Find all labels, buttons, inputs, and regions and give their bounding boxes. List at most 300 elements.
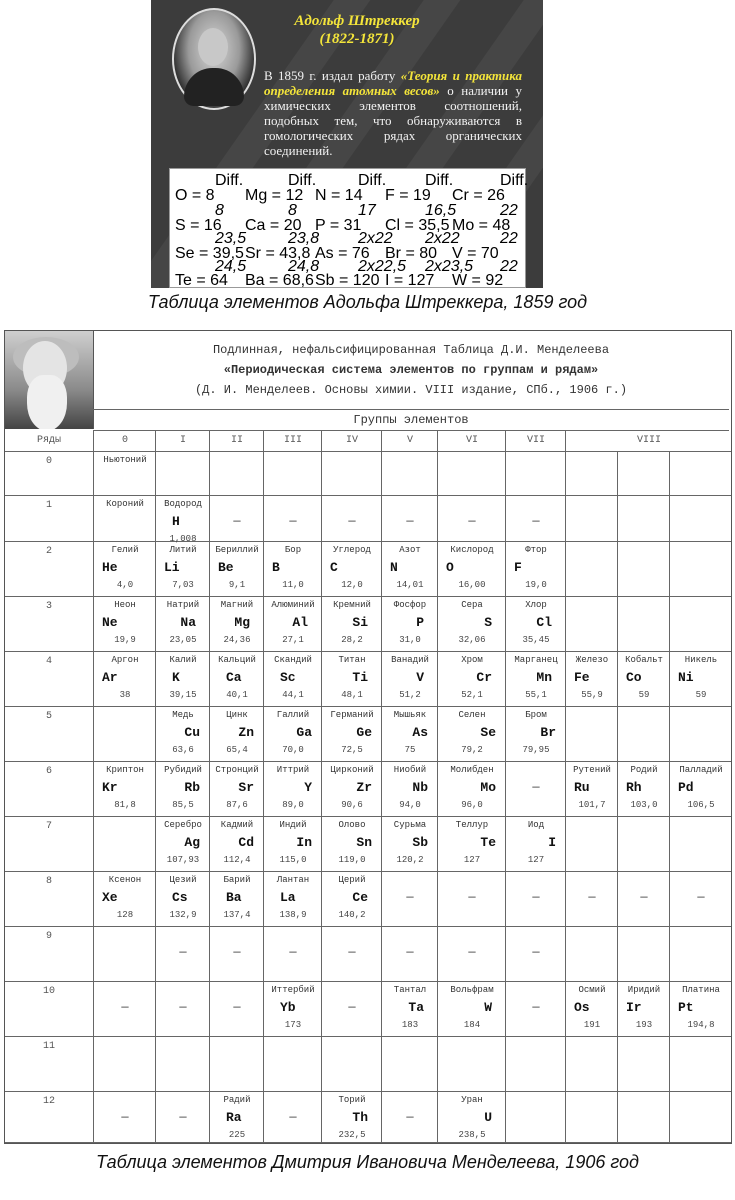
table-row — [5, 872, 731, 927]
streckker-cell: V = 70 — [452, 245, 499, 262]
row-number: 0 — [45, 456, 52, 467]
table-cell — [263, 817, 322, 871]
element-name: Сера — [461, 600, 483, 610]
element-name: Аргон — [111, 655, 139, 665]
table-cell — [209, 817, 264, 871]
table-cell — [321, 872, 382, 926]
table-cell — [505, 707, 566, 761]
element-symbol: Nb — [412, 780, 428, 795]
atomic-weight: 55,9 — [581, 690, 603, 700]
element-name: Литий — [169, 545, 197, 555]
table-cell — [93, 762, 156, 816]
element-name: Палладий — [679, 765, 723, 775]
element-symbol: O — [446, 560, 454, 575]
table-cell — [565, 542, 618, 596]
atomic-weight: 112,4 — [223, 855, 251, 865]
element-name: Олово — [338, 820, 366, 830]
streckker-diff: 24,8 — [288, 258, 320, 275]
table-cell — [437, 1092, 506, 1142]
element-name: Азот — [399, 545, 421, 555]
element-symbol: Pd — [678, 780, 694, 795]
element-name: Иттербий — [271, 985, 315, 995]
atomic-weight: 75 — [404, 745, 416, 755]
row-number: 12 — [42, 1096, 55, 1107]
mendeleev-table — [4, 330, 732, 1144]
atomic-weight: 11,0 — [282, 580, 304, 590]
atomic-weight: 4,0 — [116, 580, 134, 590]
empty-dash: — — [233, 945, 241, 959]
atomic-weight: 138,9 — [279, 910, 307, 920]
table-cell — [437, 707, 506, 761]
mendeleev-portrait — [5, 331, 94, 429]
table-cell — [93, 927, 156, 981]
element-symbol: Os — [574, 1000, 590, 1015]
table-cell — [93, 872, 156, 926]
table-cell — [209, 597, 264, 651]
table-cell — [505, 542, 566, 596]
table-cell — [381, 707, 438, 761]
atomic-weight: 59 — [638, 690, 650, 700]
group-header-0: 0 — [93, 431, 156, 451]
atomic-weight: 63,6 — [172, 745, 194, 755]
atomic-weight: 106,5 — [687, 800, 715, 810]
element-symbol: Ce — [352, 890, 368, 905]
element-name: Иридий — [627, 985, 661, 995]
element-name: Родий — [630, 765, 658, 775]
table-cell — [93, 597, 156, 651]
element-name: Железо — [575, 655, 609, 665]
element-name: Цинк — [226, 710, 248, 720]
atomic-weight: 12,0 — [341, 580, 363, 590]
empty-dash: — — [640, 890, 648, 904]
element-symbol: Ru — [574, 780, 590, 795]
table-cell — [381, 1092, 438, 1142]
table-cell — [617, 817, 670, 871]
atomic-weight: 184 — [463, 1020, 481, 1030]
group-header-VII: VII — [505, 431, 566, 451]
empty-dash: — — [289, 945, 297, 959]
atomic-weight: 40,1 — [226, 690, 248, 700]
element-name: Иттрий — [276, 765, 310, 775]
table-cell — [209, 982, 264, 1036]
caption-mendeleev: Таблица элементов Дмитрия Ивановича Менделеева, 1906 год — [95, 1152, 639, 1172]
element-symbol: K — [172, 670, 180, 685]
streckker-cell: Mo = 48 — [452, 217, 511, 234]
element-symbol: Ca — [226, 670, 242, 685]
table-cell — [669, 1037, 732, 1091]
table-cell — [263, 597, 322, 651]
column-headers — [5, 431, 731, 452]
rows-header: Ряды — [36, 435, 61, 446]
empty-dash: — — [532, 890, 540, 904]
table-cell — [617, 872, 670, 926]
atomic-weight: 38 — [119, 690, 131, 700]
empty-dash: — — [532, 1000, 540, 1014]
group-header-V: V — [381, 431, 438, 451]
atomic-weight: 194,8 — [687, 1020, 715, 1030]
element-name: Вольфрам — [450, 985, 494, 995]
element-name: Скандий — [274, 655, 312, 665]
table-cell — [565, 762, 618, 816]
empty-dash: — — [468, 890, 476, 904]
table-cell — [155, 872, 210, 926]
element-symbol: Ti — [352, 670, 368, 685]
streckker-cell: F = 19 — [385, 187, 431, 204]
streckker-diff: 23,8 — [288, 230, 320, 247]
element-symbol: La — [280, 890, 296, 905]
element-symbol: Sn — [356, 835, 372, 850]
table-cell — [505, 452, 566, 495]
streckker-description: В 1859 г. издал работу «Теория и практика определения атомных весов» о наличии у химических элементов соотношений, подобных тем, что обнаруживаются в гомологических рядах органических соединений. — [264, 68, 522, 158]
table-row — [5, 982, 731, 1037]
table-cell — [381, 817, 438, 871]
element-symbol: Cd — [238, 835, 254, 850]
table-cell — [617, 542, 670, 596]
element-symbol: V — [416, 670, 424, 685]
table-cell — [505, 872, 566, 926]
empty-dash: — — [406, 514, 414, 528]
atomic-weight: 19,9 — [114, 635, 136, 645]
element-symbol: Ra — [226, 1110, 242, 1125]
table-cell — [669, 597, 732, 651]
atomic-weight: 127 — [463, 855, 481, 865]
element-symbol: Ba — [226, 890, 242, 905]
table-cell — [381, 762, 438, 816]
element-symbol: Co — [626, 670, 642, 685]
element-symbol: U — [484, 1110, 492, 1125]
table-cell — [381, 597, 438, 651]
table-cell — [93, 817, 156, 871]
atomic-weight: 72,5 — [341, 745, 363, 755]
atomic-weight: 23,05 — [169, 635, 197, 645]
element-name: Кремний — [333, 600, 371, 610]
row-number: 4 — [45, 656, 52, 667]
element-name: Кислород — [450, 545, 494, 555]
element-symbol: Se — [480, 725, 496, 740]
atomic-weight: 193 — [635, 1020, 653, 1030]
row-number: 2 — [45, 546, 52, 557]
element-name: Уран — [461, 1095, 483, 1105]
empty-dash: — — [348, 945, 356, 959]
element-symbol: As — [412, 725, 428, 740]
empty-dash: — — [179, 945, 187, 959]
element-name: Ванадий — [391, 655, 429, 665]
empty-dash: — — [289, 1110, 297, 1124]
atomic-weight: 48,1 — [341, 690, 363, 700]
empty-dash: — — [532, 945, 540, 959]
element-symbol: Th — [352, 1110, 368, 1125]
table-cell — [155, 496, 210, 544]
atomic-weight: 24,36 — [223, 635, 251, 645]
empty-dash: — — [406, 945, 414, 959]
table-cell — [669, 817, 732, 871]
table-row — [5, 927, 731, 982]
table-cell — [669, 452, 732, 495]
atomic-weight: 85,5 — [172, 800, 194, 810]
element-symbol: Sc — [280, 670, 296, 685]
table-cell — [565, 597, 618, 651]
table-cell — [565, 496, 618, 541]
element-symbol: Ir — [626, 1000, 642, 1015]
table-cell — [155, 1092, 210, 1142]
empty-dash: — — [289, 514, 297, 528]
element-name: Селен — [458, 710, 486, 720]
group-header-III: III — [263, 431, 322, 451]
table-cell — [155, 762, 210, 816]
element-symbol: Ar — [102, 670, 118, 685]
element-symbol: Yb — [280, 1000, 296, 1015]
diff-header: Diff. — [358, 172, 387, 189]
atomic-weight: 101,7 — [578, 800, 606, 810]
streckker-diff: 24,5 — [215, 258, 247, 275]
table-cell — [505, 652, 566, 706]
element-name: Кадмий — [220, 820, 254, 830]
table-cell — [437, 872, 506, 926]
element-name: Бериллий — [215, 545, 259, 555]
table-cell — [381, 496, 438, 541]
element-name: Алюминий — [271, 600, 315, 610]
row-number: 3 — [45, 601, 52, 612]
element-name: Магний — [220, 600, 254, 610]
table-cell — [565, 652, 618, 706]
table-cell — [209, 542, 264, 596]
streckker-diff: 2x23,5 — [425, 258, 474, 275]
table-cell — [155, 817, 210, 871]
atomic-weight: 119,0 — [338, 855, 366, 865]
table-cell — [669, 872, 732, 926]
row-number: 9 — [45, 931, 52, 942]
element-symbol: N — [390, 560, 398, 575]
element-name: Кобальт — [625, 655, 663, 665]
streckker-cell: Cl = 35,5 — [385, 217, 450, 234]
empty-dash: — — [348, 514, 356, 528]
atomic-weight: 7,03 — [172, 580, 194, 590]
element-symbol: Sb — [412, 835, 428, 850]
empty-dash: — — [233, 1000, 241, 1014]
element-symbol: In — [296, 835, 312, 850]
element-symbol: Mg — [234, 615, 250, 630]
streckker-portrait — [172, 8, 256, 110]
empty-dash: — — [233, 514, 241, 528]
empty-dash: — — [588, 890, 596, 904]
table-cell — [321, 1037, 382, 1091]
element-symbol: B — [272, 560, 280, 575]
atomic-weight: 52,1 — [461, 690, 483, 700]
empty-dash: — — [406, 1110, 414, 1124]
table-cell — [505, 762, 566, 816]
table-cell — [381, 452, 438, 495]
element-name: Ксенон — [108, 875, 142, 885]
atomic-weight: 127 — [527, 855, 545, 865]
streckker-cell: Sr = 43,8 — [245, 245, 311, 262]
table-cell — [565, 872, 618, 926]
atomic-weight: 140,2 — [338, 910, 366, 920]
element-name: Водород — [164, 499, 202, 509]
table-cell — [321, 496, 382, 541]
element-symbol: Cu — [184, 725, 200, 740]
atomic-weight: 89,0 — [282, 800, 304, 810]
atomic-weight: 128 — [116, 910, 134, 920]
table-cell — [617, 452, 670, 495]
atomic-weight: 191 — [583, 1020, 601, 1030]
table-cell — [381, 542, 438, 596]
table-cell — [93, 982, 156, 1036]
element-symbol: H — [172, 514, 180, 529]
element-symbol: Ag — [184, 835, 200, 850]
streckker-cell: O = 8 — [175, 187, 215, 204]
element-name: Хром — [461, 655, 483, 665]
element-symbol: Br — [540, 725, 556, 740]
table-cell — [209, 762, 264, 816]
table-cell — [209, 1092, 264, 1142]
table-cell — [209, 1037, 264, 1091]
atomic-weight: 35,45 — [522, 635, 550, 645]
atomic-weight: 120,2 — [396, 855, 424, 865]
table-row — [5, 762, 731, 817]
atomic-weight: 59 — [695, 690, 707, 700]
groups-label: Группы элементов — [93, 409, 729, 431]
streckker-diff: 22 — [500, 230, 518, 247]
streckker-table — [169, 168, 529, 288]
row-number: 7 — [45, 821, 52, 832]
streckker-cell: I = 127 — [385, 272, 435, 288]
element-name: Осмий — [578, 985, 606, 995]
empty-dash: — — [468, 514, 476, 528]
element-symbol: Cr — [476, 670, 492, 685]
table-cell — [209, 652, 264, 706]
streckker-diff: 2x22 — [425, 230, 460, 247]
table-row — [5, 817, 731, 872]
atomic-weight: 19,0 — [525, 580, 547, 590]
table-cell — [321, 707, 382, 761]
atomic-weight: 96,0 — [461, 800, 483, 810]
table-row — [5, 1037, 731, 1092]
streckker-diff: 2x22,5 — [358, 258, 407, 275]
table-cell — [669, 982, 732, 1036]
table-cell — [617, 1037, 670, 1091]
table-cell — [263, 542, 322, 596]
table-cell — [155, 652, 210, 706]
streckker-diff: 2x22 — [358, 230, 393, 247]
table-cell — [93, 542, 156, 596]
atomic-weight: 238,5 — [458, 1130, 486, 1140]
atomic-weight: 39,15 — [169, 690, 197, 700]
table-row — [5, 707, 731, 762]
element-name: Короний — [106, 499, 144, 509]
element-symbol: Pt — [678, 1000, 694, 1015]
mendeleev-header-1: Подлинная, нефальсифицированная Таблица Д.И. Менделеева — [212, 343, 610, 357]
atomic-weight: 44,1 — [282, 690, 304, 700]
table-cell — [505, 1092, 566, 1142]
table-cell — [565, 982, 618, 1036]
element-symbol: Xe — [102, 890, 118, 905]
element-symbol: Ge — [356, 725, 372, 740]
table-cell — [155, 542, 210, 596]
atomic-weight: 225 — [228, 1130, 246, 1140]
row-number: 1 — [45, 500, 52, 511]
table-cell — [565, 927, 618, 981]
element-symbol: F — [514, 560, 522, 575]
empty-dash: — — [697, 890, 705, 904]
streckker-cell: Cr = 26 — [452, 187, 505, 204]
element-symbol: P — [416, 615, 424, 630]
table-cell — [321, 542, 382, 596]
table-cell — [565, 452, 618, 495]
element-name: Серебро — [164, 820, 202, 830]
streckker-cell: N = 14 — [315, 187, 363, 204]
group-header-IV: IV — [321, 431, 382, 451]
element-symbol: W — [484, 1000, 492, 1015]
table-cell — [381, 927, 438, 981]
group-header-I: I — [155, 431, 210, 451]
element-name: Церий — [338, 875, 366, 885]
group-header-II: II — [209, 431, 264, 451]
table-cell — [617, 597, 670, 651]
table-cell — [93, 652, 156, 706]
element-symbol: Zr — [356, 780, 372, 795]
table-cell — [93, 1092, 156, 1142]
element-name: Медь — [172, 710, 194, 720]
streckker-cell: Se = 39,5 — [175, 245, 244, 262]
atomic-weight: 1,008 — [169, 534, 197, 544]
element-name: Радий — [223, 1095, 251, 1105]
table-cell — [565, 1037, 618, 1091]
table-cell — [321, 652, 382, 706]
empty-dash: — — [121, 1000, 129, 1014]
element-symbol: Cs — [172, 890, 188, 905]
streckker-diff: 22 — [500, 202, 518, 219]
atomic-weight: 14,01 — [396, 580, 424, 590]
empty-dash: — — [179, 1110, 187, 1124]
atomic-weight: 70,0 — [282, 745, 304, 755]
element-symbol: Li — [164, 560, 180, 575]
streckker-cell: Mg = 12 — [245, 187, 304, 204]
table-cell — [155, 927, 210, 981]
table-cell — [669, 542, 732, 596]
atomic-weight: 107,93 — [166, 855, 200, 865]
row-number: 5 — [45, 711, 52, 722]
table-cell — [209, 872, 264, 926]
element-name: Рутений — [573, 765, 611, 775]
table-cell — [505, 496, 566, 541]
element-name: Криптон — [106, 765, 144, 775]
element-symbol: He — [102, 560, 118, 575]
table-cell — [381, 982, 438, 1036]
table-cell — [321, 1092, 382, 1142]
element-name: Бром — [525, 710, 547, 720]
table-cell — [209, 496, 264, 541]
element-name: Иод — [527, 820, 545, 830]
element-symbol: Fe — [574, 670, 590, 685]
table-row — [5, 1092, 731, 1143]
group-header-VI: VI — [437, 431, 506, 451]
table-cell — [565, 707, 618, 761]
streckker-cell: Br = 80 — [385, 245, 438, 262]
table-cell — [155, 707, 210, 761]
element-symbol: Ni — [678, 670, 694, 685]
group-header-VIII: VIII — [565, 431, 732, 451]
table-cell — [321, 597, 382, 651]
element-symbol: C — [330, 560, 338, 575]
empty-dash: — — [121, 1110, 129, 1124]
empty-dash: — — [406, 890, 414, 904]
table-cell — [321, 982, 382, 1036]
atomic-weight: 173 — [284, 1020, 302, 1030]
element-name: Рубидий — [164, 765, 202, 775]
row-number: 11 — [42, 1041, 55, 1052]
atomic-weight: 51,2 — [399, 690, 421, 700]
table-cell — [617, 982, 670, 1036]
